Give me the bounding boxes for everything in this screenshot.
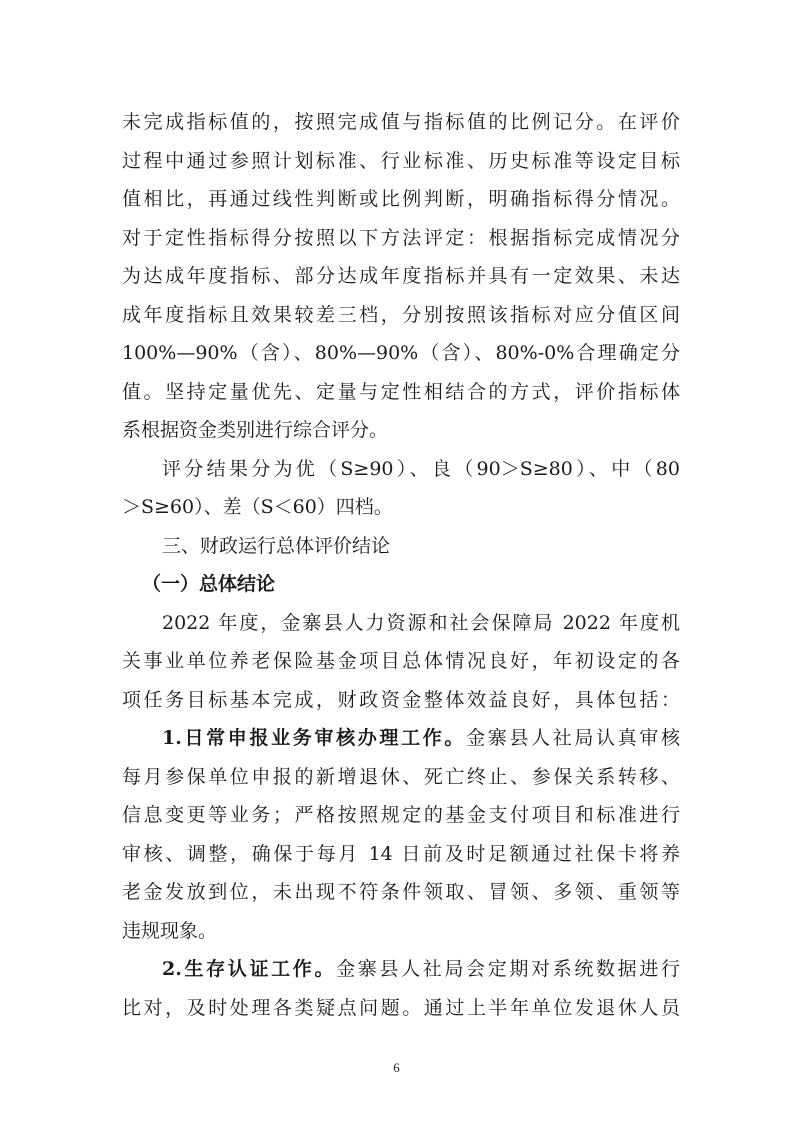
page-number: 6 [393,1060,400,1075]
item-title: 2.生存认证工作。 [162,958,337,980]
item-title: 1.日常申报业务审核办理工作。 [162,727,467,749]
text-line: 老金发放到位，未出现不符条件领取、冒领、多领、重领等 [122,881,680,903]
paragraph-score-grades [122,450,680,527]
paragraph-overall-conclusion [122,604,680,720]
text-line: 为达成年度指标、部分达成年度指标并具有一定效果、未达 [122,265,680,287]
text-line: 每月参保单位申报的新增退休、死亡终止、参保关系转移、 [122,765,680,788]
text-line: 成年度指标且效果较差三档，分别按照该指标对应分值区间 [122,303,680,326]
item-survival-certification [122,950,680,1027]
document-body [122,103,680,1027]
paragraph-scoring-method [122,103,680,450]
item-daily-declaration-review [122,719,680,950]
text-line: 未完成指标值的，按照完成值与指标值的比例记分。在评价 [122,111,680,133]
text-line: 信息变更等业务；严格按照规定的基金支付项目和标准进行 [122,804,680,826]
text-line: 审核、调整，确保于每月 14 日前及时足额通过社保卡将养 [122,842,680,865]
text-line: 值。坚持定量优先、定量与定性相结合的方式，评价指标体 [122,380,680,403]
text-line: 项任务目标基本完成，财政资金整体效益良好，具体包括： [122,688,680,711]
text-line: 2022 年度，金寨县人力资源和社会保障局 2022 年度机 [162,611,680,634]
text-line: 比对，及时处理各类疑点问题。通过上半年单位发退休人员 [122,996,680,1019]
text-line [122,950,680,989]
text-line: 对于定性指标得分按照以下方法评定：根据指标完成情况分 [122,226,680,249]
item-text: 金寨县人社局会定期对系统数据进行 [336,958,680,980]
item-text: 金寨县人社局认真审核 [466,727,680,749]
text-line: 100%—90%（含）、80%—90%（含）、80%-0%合理确定分 [122,342,680,364]
text-line: 评分结果分为优（S≥90）、良（90＞S≥80）、中（80 [162,457,680,480]
text-line: 违规现象。 [122,919,218,942]
text-line [122,719,680,758]
subsection-heading: （一）总体结论 [142,573,276,595]
section-heading: 三、财政运行总体评价结论 [162,534,391,557]
text-line: 关事业单位养老保险基金项目总体情况良好，年初设定的各 [122,650,680,672]
text-line: 系根据资金类别进行综合评分。 [122,419,389,441]
text-line: 值相比，再通过线性判断或比例判断，明确指标得分情况。 [122,188,680,210]
text-line: ＞S≥60）、差（S＜60）四档。 [122,496,393,518]
text-line: 过程中通过参照计划标准、行业标准、历史标准等设定目标 [122,149,680,172]
